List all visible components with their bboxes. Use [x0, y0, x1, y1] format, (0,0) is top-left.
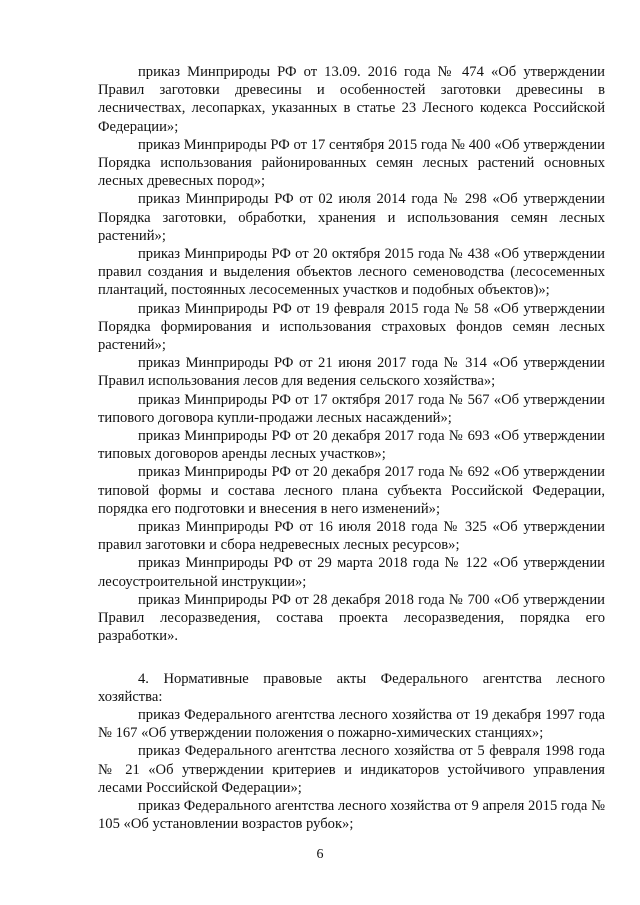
- document-body: [98, 63, 605, 833]
- list-item: приказ Минприроды РФ от 13.09. 2016 года № 474 «Об утверждении Правил заготовки древесины и особенностей заготовки древесины в лесничествах, лесопарках, указанных в статье 23 Лесного кодекса Российской Федерации»;: [98, 64, 605, 135]
- list-item: приказ Минприроды РФ от 02 июля 2014 года № 298 «Об утверждении Порядка заготовки, обработки, хранения и использования семян лесных растений»;: [98, 191, 605, 244]
- list-item: приказ Минприроды РФ от 20 декабря 2017 года № 693 «Об утверждении типовых договоров аренды лесных участков»;: [98, 428, 605, 463]
- list-item: приказ Минприроды РФ от 20 октября 2015 года № 438 «Об утверждении правил создания и выделения объектов лесного семеноводства (лесосеменных плантаций, постоянных лесосеменных участков и подобных объектов)»;: [98, 246, 605, 299]
- list-item: приказ Минприроды РФ от 28 декабря 2018 года № 700 «Об утверждении Правил лесоразведения, состава проекта лесоразведения, порядка его разработки».: [98, 591, 605, 645]
- list-item: приказ Минприроды РФ от 29 марта 2018 года № 122 «Об утверждении лесоустроительной инструкции»;: [98, 555, 605, 590]
- list-item: приказ Минприроды РФ от 17 октября 2017 года № 567 «Об утверждении типового договора купли-продажи лесных насаждений»;: [98, 391, 605, 426]
- section-gap: [98, 646, 605, 670]
- page-number: 6: [316, 847, 324, 862]
- list-item: приказ Минприроды РФ от 16 июля 2018 года № 325 «Об утверждении правил заготовки и сбора недревесных лесных ресурсов»;: [98, 519, 605, 554]
- section-heading: 4. Нормативные правовые акты Федерального агентства лесного хозяйства:: [98, 670, 605, 705]
- list-item: приказ Федерального агентства лесного хозяйства от 9 апреля 2015 года № 105 «Об установлении возрастов рубок»;: [98, 797, 605, 833]
- list-item: приказ Минприроды РФ от 17 сентября 2015 года № 400 «Об утверждении Порядка использования районированных семян лесных растений основных лесных древесных пород»;: [98, 136, 605, 190]
- list-item: приказ Минприроды РФ от 19 февраля 2015 года № 58 «Об утверждении Порядка формирования и использования страховых фондов семян лесных растений»;: [98, 300, 605, 354]
- list-item: приказ Федерального агентства лесного хозяйства от 19 декабря 1997 года № 167 «Об утверждении положения о пожарно-химических станциях»;: [98, 706, 605, 742]
- list-item: приказ Минприроды РФ от 21 июня 2017 года № 314 «Об утверждении Правил использования лесов для ведения сельского хозяйства»;: [98, 355, 605, 390]
- list-item: приказ Минприроды РФ от 20 декабря 2017 года № 692 «Об утверждении типовой формы и состава лесного плана субъекта Российской Федерации, порядка его подготовки и внесения в него изменений»;: [98, 464, 605, 517]
- list-item: приказ Федерального агентства лесного хозяйства от 5 февраля 1998 года № 21 «Об утверждении критериев и индикаторов устойчивого управления лесами Российской Федерации»;: [98, 743, 605, 796]
